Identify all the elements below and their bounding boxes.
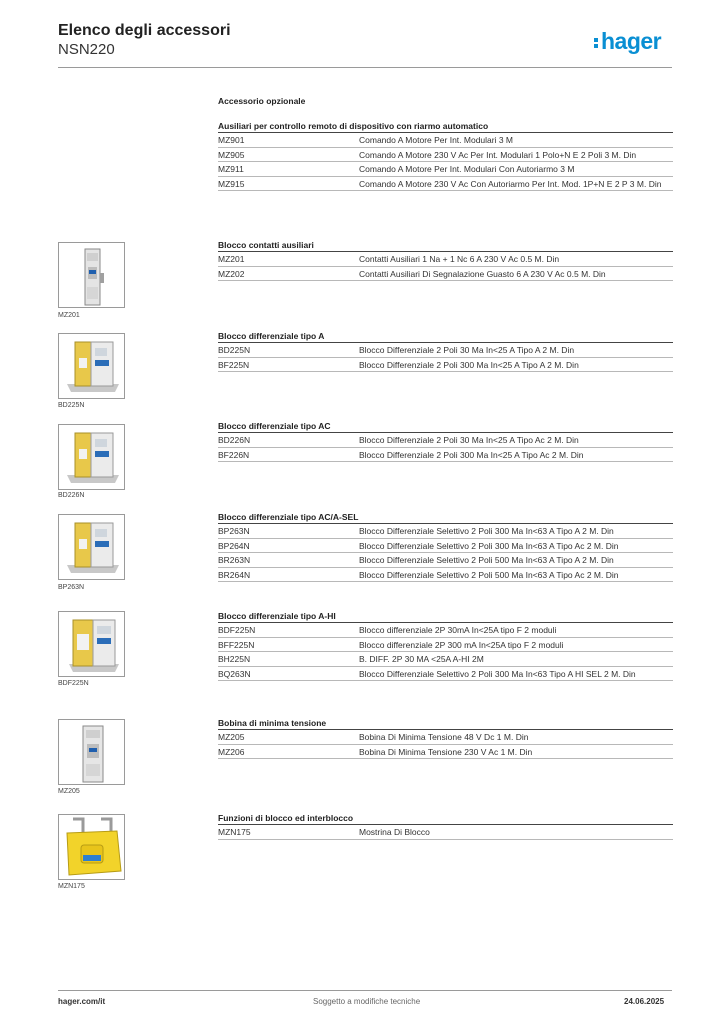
product-image-bdf225n [58, 611, 125, 677]
article-code: BD226N [218, 435, 251, 445]
header-divider [58, 67, 672, 68]
product-image-bd225n [58, 333, 125, 399]
table-row [218, 448, 673, 463]
section-title: Funzioni di blocco ed interblocco [218, 811, 673, 825]
table-row [218, 730, 673, 745]
article-description: Bobina Di Minima Tensione 230 V Ac 1 M. Din [359, 746, 533, 757]
image-caption: BD226N [58, 492, 85, 499]
product-image-bp263n [58, 514, 125, 580]
article-code: MZ206 [218, 746, 245, 757]
article-code: BH225N [218, 654, 251, 664]
article-description: Blocco Differenziale 2 Poli 300 Ma In<25 A Tipo Ac 2 M. Din [359, 449, 584, 460]
article-code: BFF225N [218, 639, 255, 650]
image-caption: MZN175 [58, 883, 85, 890]
section-type-ac-a-sel [218, 510, 673, 582]
article-description: Blocco Differenziale 2 Poli 300 Ma In<25 A Tipo A 2 M. Din [359, 359, 579, 370]
article-description: Bobina Di Minima Tensione 48 V Dc 1 M. Din [359, 732, 529, 742]
table-row [218, 667, 673, 682]
article-description: Blocco Differenziale 2 Poli 30 Ma In<25 A Tipo Ac 2 M. Din [359, 435, 579, 445]
section-title: Blocco differenziale tipo A [218, 329, 673, 343]
article-description: Mostrina Di Blocco [359, 827, 430, 837]
table-row [218, 745, 673, 760]
table-row [218, 539, 673, 554]
optional-accessory-heading: Accessorio opzionale [218, 96, 306, 106]
section-title: Blocco differenziale tipo AC [218, 419, 673, 433]
table-row [218, 133, 673, 148]
image-caption: MZ205 [58, 788, 80, 795]
section-title: Ausiliari per controllo remoto di dispositivo con riarmo automatico [218, 119, 673, 133]
table-row [218, 623, 673, 638]
table-row [218, 148, 673, 163]
section-title: Blocco contatti ausiliari [218, 238, 673, 252]
page-title: Elenco degli accessori [58, 22, 231, 39]
article-description: Blocco Differenziale Selettivo 2 Poli 300 Ma In<63 A Tipo A 2 M. Din [359, 526, 614, 536]
table-row [218, 267, 673, 282]
product-image-mz205 [58, 719, 125, 785]
table-row [218, 433, 673, 448]
article-description: Contatti Ausiliari 1 Na + 1 Nc 6 A 230 V Ac 0.5 M. Din [359, 254, 560, 264]
section-interlock [218, 811, 673, 840]
article-code: MZ202 [218, 268, 245, 279]
article-code: MZ915 [218, 178, 245, 189]
section-aux-contacts [218, 238, 673, 281]
section-remote-control [218, 119, 673, 191]
article-description: Blocco differenziale 2P 30mA In<25A tipo F 2 moduli [359, 625, 557, 635]
article-code: BDF225N [218, 625, 256, 635]
image-caption: BDF225N [58, 680, 89, 687]
article-description: Blocco Differenziale Selettivo 2 Poli 300 Ma In<63 A Tipo Ac 2 M. Din [359, 540, 619, 551]
section-type-a-hi [218, 609, 673, 681]
table-row [218, 162, 673, 177]
article-description: Comando A Motore Per Int. Modulari 3 M [359, 135, 514, 145]
section-type-ac [218, 419, 673, 462]
table-row [218, 638, 673, 653]
article-code: BR263N [218, 555, 251, 565]
article-code: MZ201 [218, 254, 245, 264]
section-type-a [218, 329, 673, 372]
footer-divider [58, 990, 672, 991]
hager-logo [594, 28, 661, 54]
article-code: BF226N [218, 449, 250, 460]
article-code: BF225N [218, 359, 250, 370]
table-row [218, 825, 673, 840]
image-caption: MZ201 [58, 312, 80, 319]
article-code: MZ905 [218, 149, 245, 160]
table-row [218, 358, 673, 373]
article-description: B. DIFF. 2P 30 MA <25A A-HI 2M [359, 654, 484, 664]
article-description: Comando A Motore 230 V Ac Per Int. Modulari 1 Polo+N E 2 Poli 3 M. Din [359, 149, 637, 160]
article-description: Blocco Differenziale Selettivo 2 Poli 300 Ma In<63 Tipo A HI SEL 2 M. Din [359, 668, 636, 679]
article-code: MZ901 [218, 135, 245, 145]
article-description: Comando A Motore 230 V Ac Con Autoriarmo Per Int. Mod. 1P+N E 2 P 3 M. Din [359, 178, 662, 189]
article-description: Comando A Motore Per Int. Modulari Con Autoriarmo 3 M [359, 164, 575, 174]
table-row [218, 252, 673, 267]
article-code: BQ263N [218, 668, 251, 679]
table-row [218, 177, 673, 192]
article-description: Blocco Differenziale 2 Poli 30 Ma In<25 A Tipo A 2 M. Din [359, 345, 575, 355]
article-description: Blocco Differenziale Selettivo 2 Poli 500 Ma In<63 A Tipo A 2 M. Din [359, 555, 614, 565]
footer-date: 24.06.2025 [624, 997, 665, 1006]
product-image-mz201 [58, 242, 125, 308]
section-undervoltage-coil [218, 716, 673, 759]
footer-note: Soggetto a modifiche tecniche [313, 997, 421, 1006]
article-code: MZ205 [218, 732, 245, 742]
product-image-mzn175 [58, 814, 125, 880]
table-row [218, 553, 673, 568]
table-row [218, 343, 673, 358]
article-code: BP264N [218, 540, 250, 551]
article-code: BP263N [218, 526, 250, 536]
footer-website: hager.com/it [58, 997, 106, 1006]
section-title: Blocco differenziale tipo A-HI [218, 609, 673, 623]
section-title: Bobina di minima tensione [218, 716, 673, 730]
product-code: NSN220 [58, 41, 115, 58]
article-code: BD225N [218, 345, 251, 355]
product-image-bd226n [58, 424, 125, 490]
section-title: Blocco differenziale tipo AC/A-SEL [218, 510, 673, 524]
article-code: BR264N [218, 569, 251, 580]
image-caption: BP263N [58, 584, 85, 591]
article-code: MZN175 [218, 827, 251, 837]
table-row [218, 568, 673, 583]
table-row [218, 524, 673, 539]
article-description: Blocco differenziale 2P 300 mA In<25A tipo F 2 moduli [359, 639, 564, 650]
article-description: Blocco Differenziale Selettivo 2 Poli 500 Ma In<63 A Tipo Ac 2 M. Din [359, 569, 619, 580]
logo-text: hager [601, 28, 662, 54]
image-caption: BD225N [58, 402, 85, 409]
table-row [218, 652, 673, 667]
article-code: MZ911 [218, 164, 244, 174]
article-description: Contatti Ausiliari Di Segnalazione Guasto 6 A 230 V Ac 0.5 M. Din [359, 268, 606, 279]
